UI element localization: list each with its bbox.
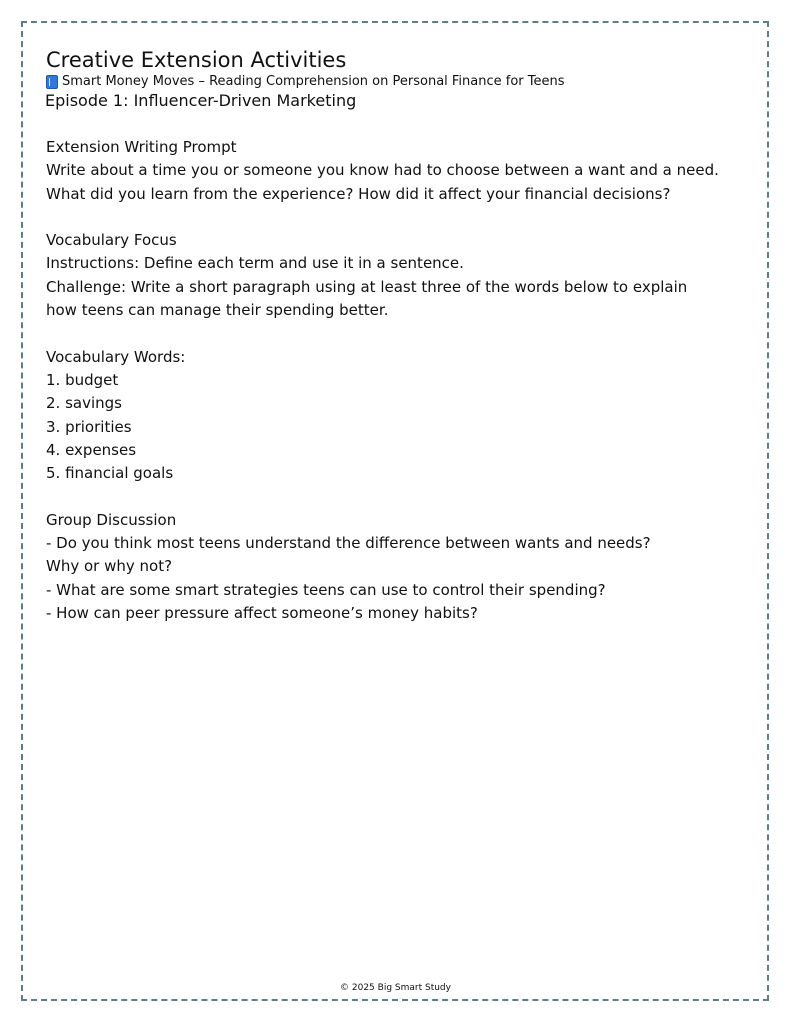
challenge-line: Challenge: Write a short paragraph using at least three of the words below to explain xyxy=(46,277,688,296)
writing-prompt-section xyxy=(46,136,756,206)
book-icon xyxy=(46,75,58,89)
list-item: 4. expenses xyxy=(46,440,137,459)
vocabulary-words-section xyxy=(46,346,756,486)
group-discussion-section xyxy=(46,509,756,625)
challenge-line: how teens can manage their spending better. xyxy=(46,301,389,320)
episode-title: Episode 1: Influencer-Driven Marketing xyxy=(45,91,357,110)
list-item: 2. savings xyxy=(46,394,122,413)
list-item: 5. financial goals xyxy=(46,464,174,483)
discussion-line: - Do you think most teens understand the difference between wants and needs? xyxy=(46,534,651,553)
worksheet-content xyxy=(46,46,756,625)
discussion-line: - What are some smart strategies teens can use to control their spending? xyxy=(46,580,606,599)
list-item: 1. budget xyxy=(46,370,119,389)
section-heading: Vocabulary Focus xyxy=(46,231,177,250)
page-subtitle xyxy=(46,74,756,90)
discussion-line: - How can peer pressure affect someone’s money habits? xyxy=(46,603,478,622)
list-item: 3. priorities xyxy=(46,417,132,436)
subtitle-text: Smart Money Moves – Reading Comprehension on Personal Finance for Teens xyxy=(62,74,565,89)
discussion-line: Why or why not? xyxy=(46,557,173,576)
section-heading: Vocabulary Words: xyxy=(46,347,186,366)
vocabulary-focus-section xyxy=(46,229,756,322)
footer-copyright: © 2025 Big Smart Study xyxy=(340,983,451,993)
prompt-line: Write about a time you or someone you know had to choose between a want and a need. xyxy=(46,161,719,180)
instructions-text: Instructions: Define each term and use it in a sentence. xyxy=(46,254,464,273)
page-title: Creative Extension Activities xyxy=(46,48,347,72)
prompt-line: What did you learn from the experience? How did it affect your financial decisions? xyxy=(46,184,671,203)
section-heading: Extension Writing Prompt xyxy=(46,138,237,156)
section-heading: Group Discussion xyxy=(46,510,177,529)
